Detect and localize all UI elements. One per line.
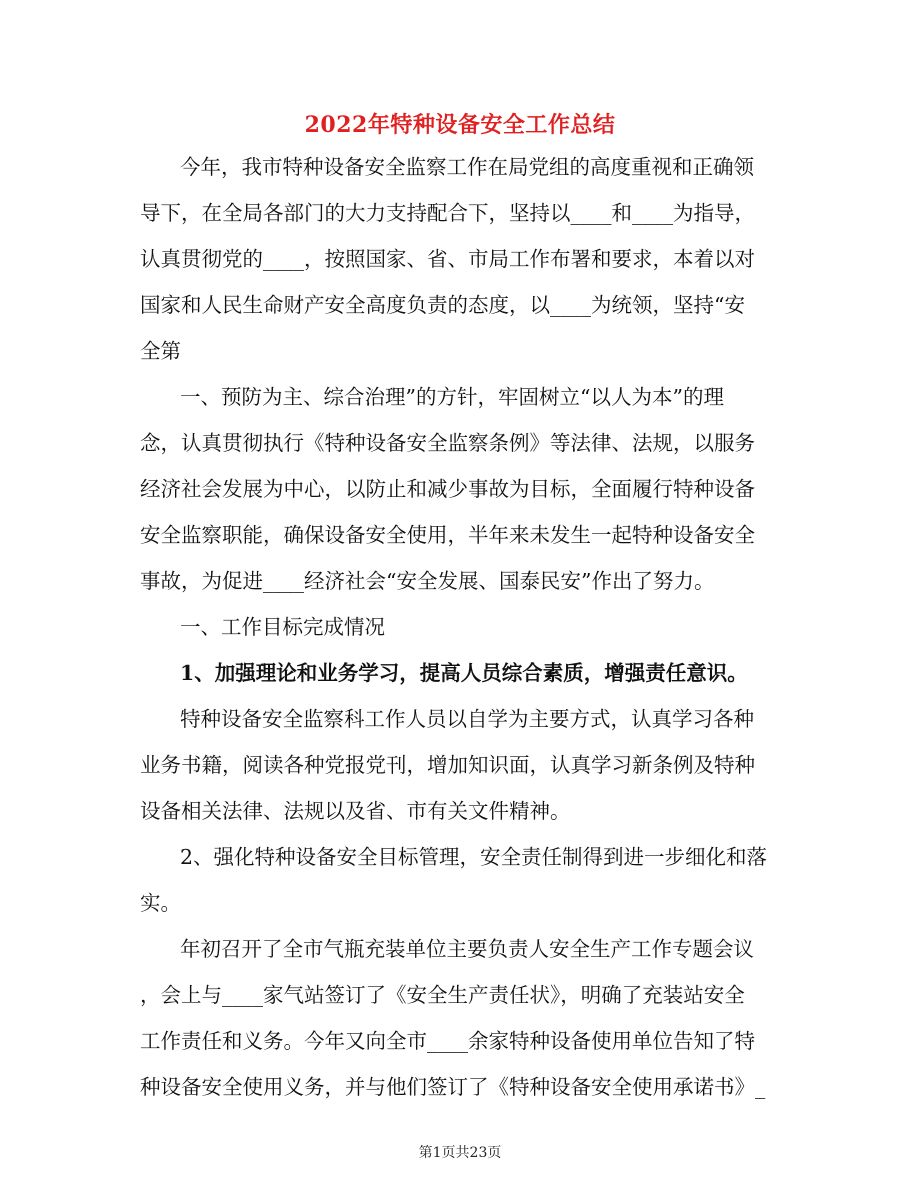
page-number-footer: 第1页共23页 <box>418 1145 502 1161</box>
paragraph-line: 年初召开了全市气瓶充装单位主要负责人安全生产工作专题会议 <box>180 937 754 961</box>
paragraph-line: 设备相关法律、法规以及省、市有关文件精神。 <box>140 799 571 823</box>
paragraph-line: 认真贯彻党的____，按照国家、省、市局工作布署和要求，本着以对 <box>140 247 755 271</box>
document-title: 2022年特种设备安全工作总结 <box>304 112 616 138</box>
paragraph-line: 事故，为促进____经济社会“安全发展、国泰民安”作出了努力。 <box>140 569 715 593</box>
paragraph-line: 一、预防为主、综合治理”的方针，牢固树立“以人为本”的理 <box>180 385 724 409</box>
paragraph-line: 经济社会发展为中心，以防止和减少事故为目标，全面履行特种设备 <box>140 477 755 501</box>
paragraph-line: 导下，在全局各部门的大力支持配合下，坚持以____和____为指导， <box>140 201 755 225</box>
paragraph-line: 工作责任和义务。今年又向全市____余家特种设备使用单位告知了特 <box>140 1029 755 1053</box>
subsection-heading: 2、强化特种设备安全目标管理，安全责任制得到进一步细化和落 <box>180 845 768 869</box>
paragraph-line: 国家和人民生命财产安全高度负责的态度，以____为统领，坚持“安 <box>140 293 745 317</box>
paragraph-line: 业务书籍，阅读各种党报党刊，增加知识面，认真学习新条例及特种 <box>140 753 755 777</box>
paragraph-line: 特种设备安全监察科工作人员以自学为主要方式，认真学习各种 <box>180 707 754 731</box>
paragraph-line: ，会上与____家气站签订了《安全生产责任状》，明确了充装站安全 <box>140 983 745 1007</box>
paragraph-line: 今年，我市特种设备安全监察工作在局党组的高度重视和正确领 <box>180 155 754 179</box>
paragraph-line: 实。 <box>140 891 181 915</box>
subsection-heading: 1、加强理论和业务学习，提高人员综合素质，增强责任意识。 <box>180 661 748 685</box>
paragraph-line: 种设备安全使用义务，并与他们签订了《特种设备安全使用承诺书》_ <box>140 1075 766 1099</box>
paragraph-line: 安全监察职能，确保设备安全使用，半年来未发生一起特种设备安全 <box>140 523 755 547</box>
paragraph-line: 全第 <box>140 339 181 363</box>
section-heading: 一、工作目标完成情况 <box>180 615 385 639</box>
paragraph-line: 念，认真贯彻执行《特种设备安全监察条例》等法律、法规，以服务 <box>140 431 755 455</box>
